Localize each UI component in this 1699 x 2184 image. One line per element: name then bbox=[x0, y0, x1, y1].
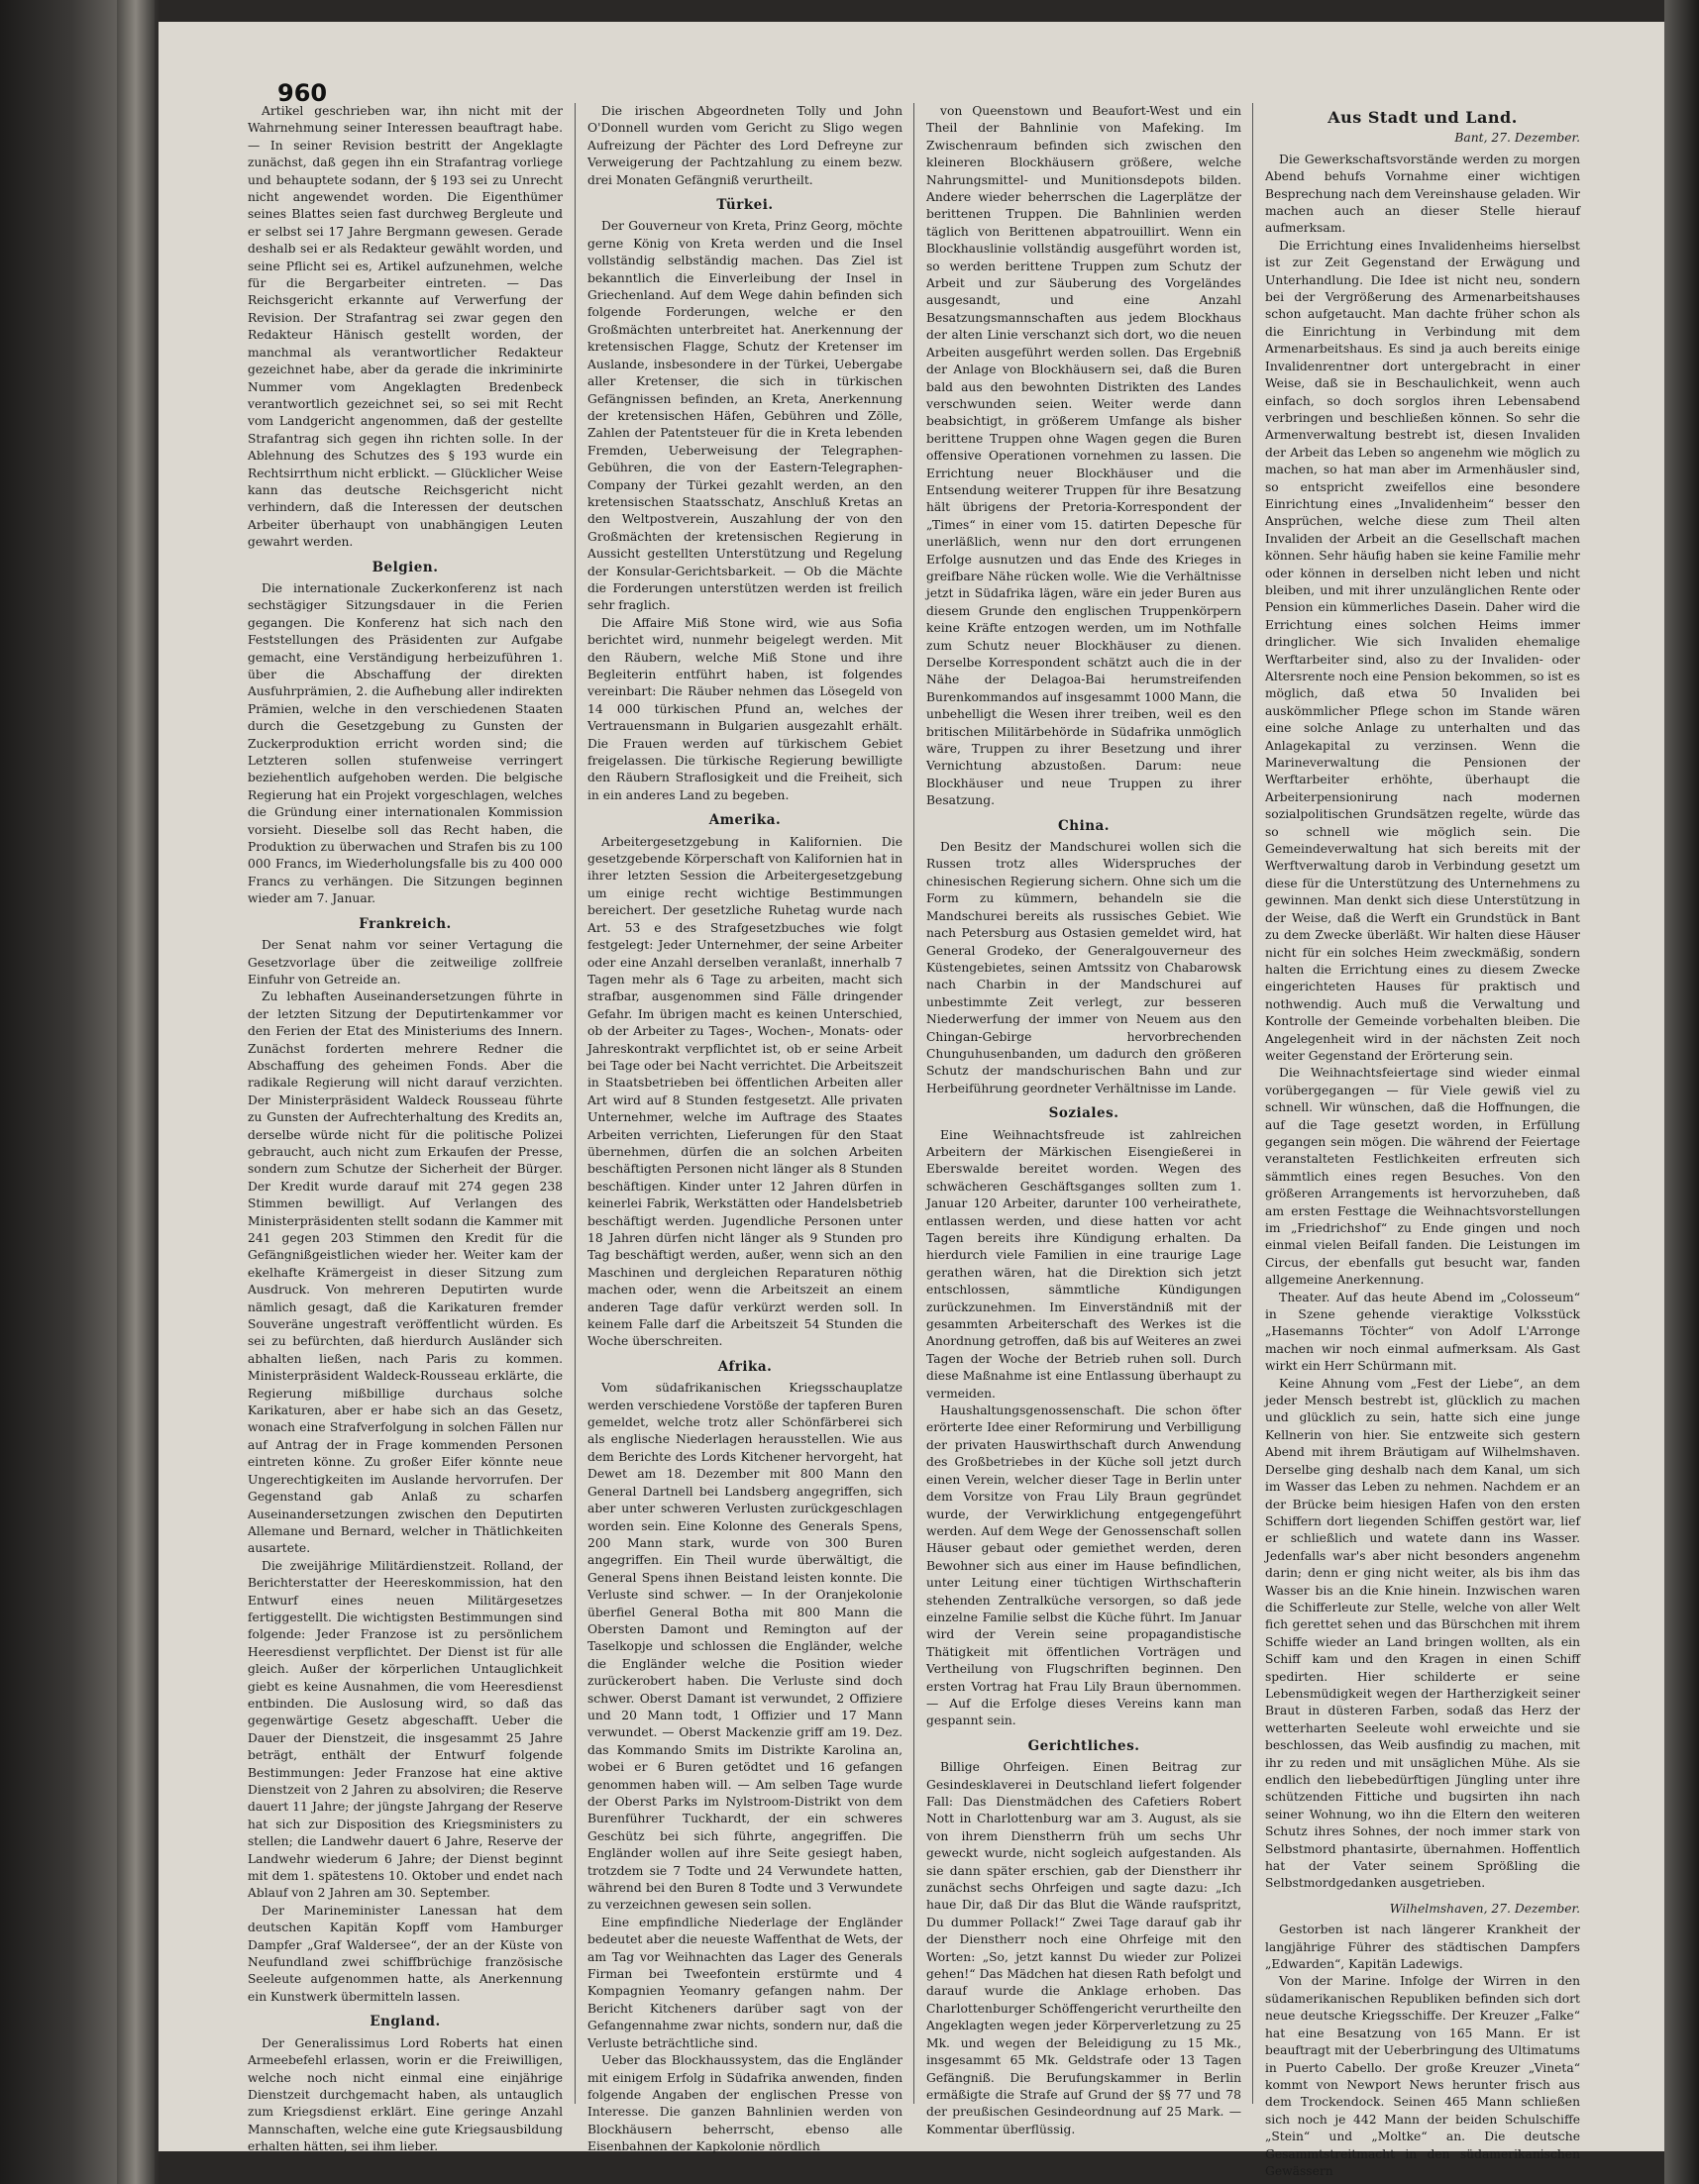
article-paragraph: Billige Ohrfeigen. Einen Beitrag zur Gesindesklaverei in Deutschland liefert folgender Fall: Das Dienstmädchen des Cafetiers Robert Nott in Charlottenburg war am 3. August, als sie von ihrem Dienstherrn früh um sechs Uhr geweckt wurde, nicht sogleich aufgestanden. Als sie dann später erschien, gab der Dienstherr ihr zunächst sechs Ohrfeigen und sagte dazu: „Ich haue Dir, daß Dir das Blut die Wände raufspritzt, Du dummer Pollack!“ Zwei Tage darauf gab ihr der Dienstherr noch eine Ohrfeige mit den Worten: „So, jetzt kannst Du wieder zur Polizei gehen!“ Das Mädchen hat diesen Rath befolgt und darauf wurde die Anklage erhoben. Das Charlottenburger Schöffengericht verurtheilte den Angeklagten wegen jeder Körperverletzung zu 25 Mk. und wegen der Beleidigung zu 15 Mk., insgesammt 65 Mk. Geldstrafe oder 13 Tagen Gefängniß. Die Berufungskammer in Berlin ermäßigte die Strafe auf Grund der §§ 77 und 78 der preußischen Gesindeordnung auf 25 Mark. — Kommentar überflüssig. bbox=[926, 1760, 1241, 2136]
column-1 bbox=[248, 103, 563, 2154]
section-heading: Belgien. bbox=[372, 559, 439, 575]
article-paragraph: Keine Ahnung vom „Fest der Liebe“, an dem jeder Mensch bestrebt ist, glücklich zu machen und glücklich zu sein, hatte sich eine junge Kellnerin von hier. Sie entzweite sich gestern Abend mit ihrem Bräutigam auf Wilhelmshaven. Derselbe ging deshalb nach dem Kanal, um sich im Wasser das Leben zu nehmen. Nachdem er an der Brücke beim hiesigen Hafen von den ersten Schiffern dort liegenden Schiffen gestört war, lief er schließlich und watete dann ins Wasser. Jedenfalls war's aber nicht besonders angenehm darin; denn er ging nicht weiter, als bis ihm das Wasser bis an die Knie hinein. Inzwischen waren die Schifferleute zur Stelle, welche von aller Welt fich gerettet sehen und das Bürschchen mit ihrem Schiffe wieder an Land bringen wollten, als ein Schiff kam und den Kragen in einen Schiff spedirten. Hier schilderte er seine Lebensmüdigkeit wegen der Hartherzigkeit seiner Braut in düsteren Farben, sodaß das Herz der wetterharten Seeleute wohl erweichte und sie beschlossen, das Weib ausfindig zu machen, mit ihr zu reden und mit unsäglichen Mühe. Als sie endlich den liebebedürftigen Jüngling unter ihre schützenden Fittiche und bugsirten ihn nach seiner Wohnung, wo ihn die Eltern den weiteren Schutz ihres Sohnes, der noch immer stark von Selbstmord phantasirte, übernahmen. Hoffentlich hat der Vater seinem Sprößling die Selbstmordgedanken ausgetrieben. bbox=[1265, 1376, 1580, 1891]
article-paragraph: Eine Weihnachtsfreude ist zahlreichen Arbeitern der Märkischen Eisengießerei in Eberswalde bereitet worden. Wegen des schwächeren Geschäftsganges sollten zum 1. Januar 120 Arbeiter, darunter 100 verheirathete, entlassen werden, und diese hatten vor acht Tagen bereits ihre Kündigung erhalten. Da hierdurch viele Familien in eine traurige Lage gerathen wären, hat die Direktion sich jetzt entschlossen, sämmtliche Kündigungen zurückzunehmen. Im Einverständniß mit der gesammten Arbeiterschaft des Werkes ist die Anordnung getroffen, daß bis auf Weiteres an zwei Tagen der Woche der Betrieb ruhen soll. Durch diese Maßnahme ist eine Entlassung überhaupt zu vermeiden. bbox=[926, 1127, 1241, 1401]
article-paragraph: Zu lebhaften Auseinandersetzungen führte in der letzten Sitzung der Deputirtenkammer vor den Ferien der Etat des Ministeriums des Innern. Zunächst forderten mehrere Redner die Abschaffung des geheimen Fonds. Aber die radikale Regierung will nicht darauf verzichten. Der Ministerpräsident Waldeck Rousseau führte zu Gunsten der Aufrechterhaltung des Kredits an, derselbe würde nicht für die politische Polizei gebraucht, auch nicht zum Erkaufen der Presse, sondern zum Schutze der Sicherheit der Bürger. Der Kredit wurde darauf mit 274 gegen 238 Stimmen bewilligt. Auf Verlangen des Ministerpräsidenten stellt sodann die Kammer mit 241 gegen 203 Stimmen den Kredit für die Gefängnißgeistlichen wieder her. Weiter kam der ekelhafte Krämergeist in dieser Sitzung zum Ausdruck. Von mehreren Deputirten wurde nämlich gesagt, daß die Karikaturen fremder Souveräne ungestraft veröffentlicht würden. Es sei zu befürchten, daß hierdurch Ausländer sich abhalten ließen, nach Paris zu kommen. Ministerpräsident Waldeck-Rousseau erklärte, die Regierung mißbillige durchaus solche Karikaturen, aber er habe sich an das Gesetz, wonach eine Strafverfolgung in solchen Fällen nur auf Antrag der in Frage kommenden Personen eintreten könne. Zu großer Eifer könnte neue Ungerechtigkeiten im Auslande hervorrufen. Der Gegenstand gab Anlaß zu scharfen Auseinandersetzungen zwischen den Deputirten Allemane und Bernard, welcher in Thätlichkeiten ausartete. bbox=[248, 989, 563, 1556]
section-heading: Aus Stadt und Land. bbox=[1327, 108, 1518, 127]
article-paragraph: Von der Marine. Infolge der Wirren in den südamerikanischen Republiken befinden sich dort neue deutsche Kriegsschiffe. Der Kreuzer „Falke“ hat eine Besatzung von 165 Mann. Er ist beauftragt mit der Ueberbringung des Ultimatums in Puerto Cabello. Der große Kreuzer „Vineta“ kommt von Newport News herunter frisch aus dem Trockendock. Seinen 465 Mann schließen sich noch je 442 Mann der beiden Schulschiffe „Stein“ und „Moltke“ an. Die deutsche Gesammtstreitmacht in den südamerikanischen Gewässern bbox=[1265, 1974, 1580, 2178]
column-4 bbox=[1265, 103, 1580, 2178]
page-number: 960 bbox=[277, 79, 328, 107]
dateline: Wilhelmshaven, 27. Dezember. bbox=[1389, 1901, 1580, 1916]
article-section bbox=[926, 818, 1241, 1098]
section-heading: Afrika. bbox=[717, 1358, 773, 1375]
article-section bbox=[926, 1105, 1241, 1730]
article-paragraph: Der Gouverneur von Kreta, Prinz Georg, möchte gerne König von Kreta werden und die Insel vollständig selbständig machen. Das Ziel ist bekanntlich die Einverleibung der Insel in Griechenland. Auf dem Wege dahin befinden sich folgende Forderungen, welche er den Großmächten unterbreitet hat. Anerkennung der kretensischen Flagge, Schutz der Kretenser im Auslande, insbesondere in der Türkei, Uebergabe aller Kretenser, die sich in türkischen Gefängnissen befinden, an Kreta, Anerkennung der kretensischen Häfen, Gebühren und Zölle, Zahlen der Patentsteuer für die in Kreta lebenden Fremden, Ueberweisung der Telegraphen-Gebühren, die von der Eastern-Telegraphen-Company der Türkei gezahlt werden, an den kretensischen Staatsschatz, Anschluß Kretas an den Weltpostverein, Auszahlung der von den Großmächten der kretensischen Regierung in Aussicht gestellten Unterstützung und Regelung der Konsular-Gerichtsbarkeit. — Ob die Mächte die Forderungen unterstützen werden ist freilich sehr fraglich. bbox=[587, 219, 903, 613]
article-section bbox=[926, 103, 1241, 810]
text-columns bbox=[248, 103, 1635, 2178]
article-paragraph: Ueber das Blockhaussystem, das die Engländer mit einigem Erfolg in Südafrika anwenden, finden folgende Angaben der englischen Presse von Interesse. Die ganzen Bahnlinien werden von Blockhäusern beherrscht, ebenso alle Eisenbahnen der Kapkolonie nördlich bbox=[587, 2053, 903, 2154]
section-heading: England. bbox=[370, 2014, 441, 2030]
article-paragraph: Der Generalissimus Lord Roberts hat einen Armeebefehl erlassen, worin er die Freiwilligen, welche noch nicht einmal eine einjährige Dienstzeit durchgemacht haben, als untauglich zum Kriegsdienst erklärt. Eine geringe Anzahl Mannschaften, welche eine gute Kriegsausbildung erhalten hätten, sei ihm lieber. bbox=[248, 2035, 563, 2154]
section-heading: China. bbox=[1058, 817, 1110, 834]
dateline: Bant, 27. Dezember. bbox=[1454, 131, 1580, 146]
article-paragraph: Den Besitz der Mandschurei wollen sich die Russen trotz alles Widerspruches der chinesischen Regierung sichern. Ohne sich um die Form zu kümmern, behandeln sie die Mandschurei bereits als russisches Gebiet. Wie nach Petersburg aus Ostasien gemeldet wird, hat General Grodeko, der Generalgouverneur des Küstengebietes, seinen Amtssitz von Chabarowsk nach Charbin in der Mandschurei auf unbestimmte Zeit verlegt, zur besseren Niederwerfung der immer von Neuem aus den Chingan-Gebirge hervorbrechenden Chunguhusenbanden, um dadurch den größeren Schutz der mandschurischen Bahn und zur Herbeiführung geordneter Verhältnisse im Lande. bbox=[926, 840, 1241, 1095]
section-heading: Amerika. bbox=[708, 812, 782, 829]
section-heading: Frankreich. bbox=[359, 915, 452, 932]
article-paragraph: Die internationale Zuckerkonferenz ist nach sechstägiger Sitzungsdauer in die Ferien gegangen. Die Konferenz hat sich nach den Feststellungen des Präsidenten zur Aufgabe gemacht, eine Verständigung herbeizuführen 1. über die Abschaffung der direkten Ausfuhrprämien, 2. die Aufhebung aller indirekten Prämien, welche in den verschiedenen Staaten durch die Gesetzgebung zu Gunsten der Zuckerproduktion erricht worden sind; die Letzteren sollen stufenweise verringert beziehentlich aufgehoben werden. Die belgische Regierung hat ein Projekt vorgeschlagen, welches die Gründung einer internationalen Kommission vorsieht. Dieselbe soll das Recht haben, die Produktion zu überwachen und Strafen bis zu 100 000 Francs, im Wiederholungsfalle bis zu 400 000 Francs zu verhängen. Die Sitzungen beginnen wieder am 7. Januar. bbox=[248, 580, 563, 906]
article-section bbox=[587, 103, 903, 189]
column-rule bbox=[1252, 103, 1253, 2104]
article-paragraph: Vom südafrikanischen Kriegsschauplatze werden verschiedene Vorstöße der tapferen Buren gemeldet, welche trotz aller Schönfärberei sich als englische Niederlagen herausstellen. Wie aus dem Berichte des Lords Kitchener hervorgeht, hat Dewet am 18. Dezember mit 800 Mann den General Dartnell bei Landsberg angegriffen, sich aber unter schweren Verlusten zurückgeschlagen worden sein. Eine Kolonne des Generals Spens, 200 Mann stark, wurde von 300 Buren angegriffen. Ein Theil wurde überwältigt, die General Spens ihnen Beistand leisten konnte. Die Verluste sind schwer. — In der Oranjekolonie überfiel General Botha mit 800 Mann die Obersten Damont und Remington auf der Taselkopje und schlossen die Engländer, welche die Engländer welche die Position wieder zurückerobert haben. Die Verluste sind doch schwer. Oberst Damant ist verwundet, 2 Offiziere und 20 Mann todt, 1 Offizier und 17 Mann verwundet. — Oberst Mackenzie griff am 19. Dez. das Kommando Smits im Distrikte Karolina an, wobei er 6 Buren getödtet und 16 gefangen genommen haben will. — Am selben Tage wurde der Oberst Parks im Nylstroom-Distrikt von dem Burenführer Tuckhardt, der ein schweres Geschütz bei sich führte, angegriffen. Die Engländer wollen auf ihre Seite gesiegt haben, trotzdem sie 7 Todte und 24 Verwundete hatten, während bei den Buren 8 Todte und 3 Verwundete zu verzeichnen gewesen sein sollen. bbox=[587, 1381, 903, 1913]
article-section bbox=[248, 103, 563, 552]
column-rule bbox=[575, 103, 576, 2104]
article-section bbox=[587, 812, 903, 1351]
article-paragraph: Artikel geschrieben war, ihn nicht mit der Wahrnehmung seiner Interessen beauftragt habe. — In seiner Revision bestritt der Angeklagte zunächst, daß gegen ihn ein Strafantrag vorliege und behauptete sodann, der § 193 sei zu Unrecht nicht angewendet worden. Die Eigenthümer seines Blattes seien fast durchweg Bergleute und er selbst sei 17 Jahre Bergmann gewesen. Gerade deshalb sei er als Redakteur gewählt worden, und seine Pflicht sei es, Artikel aufzunehmen, welche für die Bergarbeiter eintreten. — Das Reichsgericht erkannte auf Verwerfung der Revision. Der Strafantrag sei zwar gegen den Redakteur Hänisch gestellt worden, der manchmal als verantwortlicher Redakteur gezeichnet habe, aber da gerade die inkriminirte Nummer vom Angeklagten Bredenbeck verantwortlich gezeichnet sei, so sei mit Recht vom Landgericht angenommen, daß der gestellte Strafantrag sich gegen ihn richten solle. In der Ablehnung des Schutzes des § 193 wurde ein Rechtsirrthum nicht erblickt. — Glücklicher Weise kann das deutsche Reichsgericht nicht verhindern, daß die Interessen der deutschen Arbeiter überhaupt von unabhängigen Leuten gewahrt werden. bbox=[248, 104, 563, 550]
article-paragraph: Die Errichtung eines Invalidenheims hierselbst ist zur Zeit Gegenstand der Erwägung und Unterhandlung. Die Idee ist nicht neu, sondern bei der Vergrößerung des Armenarbeitshauses schon aufgetaucht. Man dachte früher schon als die Einrichtung in Verbindung mit dem Armenarbeitshaus. Es sind ja auch bereits einige Invalidenrentner dort untergebracht in einer Weise, daß sie in Beschaulichkeit, wenn auch einfach, so doch sorglos ihren Lebensabend verbringen und beschließen können. So sehr die Armenverwaltung bestrebt ist, diesen Invaliden der Arbeit das Leben so angenehm wie möglich zu machen, so hat man aber im Armenhäusler sind, so entspricht zweifellos eine besondere Einrichtung eines „Invalidenheim“ besser den Ansprüchen, welche diese zum Theil alten Invaliden der Arbeit an die Gesellschaft machen können. Sehr häufig haben sie keine Familie mehr oder können in derselben nicht leben und nicht bleiben, und mit ihrer unzulänglichen Rente oder Pension ein kümmerliches Dasein. Daher wird die Errichtung eines solchen Heims immer dringlicher. Wie sich Invaliden ehemalige Werftarbeiter sind, also zu der Invaliden- oder Altersrente noch eine Pension bekommen, so ist es möglich, daß etwa 50 Invaliden bei auskömmlicher Pflege schon im Stande wären eine solche Anlage zu unterhalten und das Anlagekapital zu verzinsen. Wenn die Marineverwaltung die Pensionen der Werftarbeiter erhöhte, überhaupt die Arbeiterpensionirung nach modernen sozialpolitischen Grundsätzen regelte, würde das so schnell wie möglich sein. Die Gemeindeverwaltung hat sich bereits mit der Werftverwaltung darob in Verbindung gesetzt um diese für die Unterstützung des Unternehmens zu gewinnen. Man denkt sich diese Unterstützung in der Weise, daß die Werft ein Grundstück in Bant zu dem Zwecke überläßt. Wir halten diese Häuser nicht für ein solches Heim zweckmäßig, sondern halten die Errichtung eines zu diesem Zwecke eingerichteten Hauses für praktisch und nothwendig. Auch muß die Verwaltung und Kontrolle der Gemeinde vorbehalten bleiben. Die Angelegenheit wird in der nächsten Zeit noch weiter Gegenstand der Erörterung sein. bbox=[1265, 238, 1580, 1063]
article-paragraph: Die Weihnachtsfeiertage sind wieder einmal vorübergegangen — für Viele gewiß viel zu schnell. Wir wünschen, daß die Hoffnungen, die auf die Tage gesetzt worden, in Erfüllung gegangen sein mögen. Die während der Feiertage veranstalteten Festlichkeiten erfreuten sich sämmtlich eines regen Besuches. Von den größeren Arrangements ist hervorzuheben, daß am ersten Festtage die Weihnachtsvorstellungen im „Friedrichshof“ zu Ende gingen und noch einmal vielen Beifall fanden. Die Leistungen im Circus, der ebenfalls gut besucht war, fanden allgemeine Anerkennung. bbox=[1265, 1066, 1580, 1288]
section-heading: Türkei. bbox=[716, 197, 774, 214]
article-paragraph: Arbeitergesetzgebung in Kalifornien. Die gesetzgebende Körperschaft von Kalifornien hat in ihrer letzten Session die Arbeitergesetzgebung um einige recht wichtige Bestimmungen bereichert. Der gesetzliche Ruhetag wurde nach Art. 53 e des Strafgesetzbuches wie folgt festgelegt: Jeder Unternehmer, der seine Arbeiter oder eine Anzahl derselben veranlaßt, innerhalb 7 Tagen mehr als 6 Tage zu arbeiten, macht sich strafbar, ausgenommen sind Fälle dringender Gefahr. Im übrigen macht es keinen Unterschied, ob der Arbeiter zu Tages-, Wochen-, Monats- oder Jahreskontrakt verpflichtet ist, ob er seine Arbeit bei Tage oder bei Nacht verrichtet. Die Arbeitszeit in Staatsbetrieben bei öffentlichen Arbeiten aller Art wird auf 8 Stunden festgesetzt. Alle privaten Unternehmer, welche im Auftrage des Staates Arbeiten verrichten, Lieferungen für den Staat übernehmen, dürfen die an solchen Arbeiten beschäftigten Personen nicht länger als 8 Stunden beschäftigen. Kinder unter 12 Jahren dürfen in keinerlei Fabrik, Werkstätten oder Handelsbetrieb beschäftigt werden. Jugendliche Personen unter 18 Jahren dürfen nicht länger als 9 Stunden pro Tag beschäftigt werden, außer, wenn sich an den Maschinen und dergleichen Reparaturen nöthig machen oder, wenn die Arbeitszeit an einem anderen Tage dafür verkürzt werden soll. In keinem Falle darf die Arbeitszeit 54 Stunden die Woche überschreiten. bbox=[587, 834, 903, 1349]
section-heading: Gerichtliches. bbox=[1027, 1737, 1140, 1754]
article-paragraph: Die Affaire Miß Stone wird, wie aus Sofia berichtet wird, nunmehr beigelegt werden. Mit den Räubern, welche Miß Stone und ihre Begleiterin entführt haben, ist folgendes vereinbart: Die Räuber nehmen das Lösegeld von 14 000 türkischen Pfund an, welches der Vertrauensmann in Bulgarien ausgezahlt erhält. Die Frauen werden auf türkischem Gebiet freigelassen. Die türkische Regierung bewilligte den Räubern Straflosigkeit und die Freiheit, sich in ein anderes Land zu begeben. bbox=[587, 615, 903, 802]
article-paragraph: Eine empfindliche Niederlage der Engländer bedeutet aber die neueste Waffenthat de Wets, der am Tag vor Weihnachten das Lager des Generals Firman bei Tweefontein erstürmte und 4 Kompagnien Yeomanry gefangen nahm. Der Bericht Kitcheners darüber sagt von der Gefangennahme zwar nichts, sondern nur, daß die Verluste beträchtliche sind. bbox=[587, 1915, 903, 2050]
article-section bbox=[587, 1359, 903, 2156]
article-paragraph: Die irischen Abgeordneten Tolly und John O'Donnell wurden vom Gericht zu Sligo wegen Aufreizung der Pächter des Lord Defreyne zur Verweigerung der Pachtzahlung zu einem bezw. drei Monaten Gefängniß verurtheilt. bbox=[587, 104, 903, 187]
article-paragraph: Theater. Auf das heute Abend im „Colosseum“ in Szene gehende vieraktige Volksstück „Hasemanns Töchter“ von Adolf L'Arronge machen wir noch einmal aufmerksam. Als Gast wirkt ein Herr Schürmann mit. bbox=[1265, 1290, 1580, 1374]
column-3 bbox=[926, 103, 1241, 2136]
article-paragraph: Der Senat nahm vor seiner Vertagung die Gesetzvorlage über die zeitweilige zollfreie Einfuhr von Getreide an. bbox=[248, 938, 563, 987]
column-rule bbox=[913, 103, 914, 2104]
article-paragraph: Haushaltungsgenossenschaft. Die schon öfter erörterte Idee einer Reformirung und Verbilligung der privaten Hauswirthschaft durch Anwendung des Großbetriebes in der Küche soll jetzt durch einen Verein, welcher dieser Tage in Berlin unter dem Vorsitze von Frau Lily Braun gegründet wurde, der Verwirklichung entgegengeführt werden. Auf dem Wege der Genossenschaft sollen Häuser gebaut oder gemiethet werden, deren Bewohner sich aus einer im Hause befindlichen, unter Leitung einer tüchtigen Wirthschafterin stehenden Zentralküche versorgen, so daß jede einzelne Familie selbst die Küche führt. Im Januar wird der Verein seine propagandistische Thätigkeit mit öffentlichen Vorträgen und Vertheilung von Flugschriften beginnen. Den ersten Vortrag hat Frau Lily Braun übernommen. — Auf die Erfolge dieses Vereins kann man gespannt sein. bbox=[926, 1404, 1241, 1728]
article-paragraph: Die zweijährige Militärdienstzeit. Rolland, der Berichterstatter der Heereskommission, hat den Entwurf eines neuen Militärgesetzes fertiggestellt. Die wichtigsten Bestimmungen sind folgende: Jeder Franzose ist zu persönlichem Heeresdienst verpflichtet. Der Dienst ist für alle gleich. Außer der körperlichen Untauglichkeit giebt es keine Ausnahmen, die vom Heeresdienst entbinden. Die Auslosung wird, so daß das gegenwärtige Gesetz abgeschafft. Ueber die Dauer der Dienstzeit, die insgesammt 25 Jahre beträgt, enthält der Entwurf folgende Bestimmungen: Jeder Franzose hat eine aktive Dienstzeit von 2 Jahren zu absolviren; die Reserve dauert 11 Jahre; der jüngste Jahrgang der Reserve hat sich zur Disposition des Kriegsministers zu stellen; die Landwehr dauert 6 Jahre, Reserve der Landwehr wiederum 6 Jahre; der Dienst beginnt mit dem 1. spätestens 10. Oktober und endet nach Ablauf von 2 Jahren am 30. September. bbox=[248, 1558, 563, 1901]
article-section bbox=[248, 2014, 563, 2155]
article-paragraph: Gestorben ist nach längerer Krankheit der langjährige Führer des städtischen Dampfers „Edwarden“, Kapitän Ladewigs. bbox=[1265, 1923, 1580, 1972]
article-section bbox=[1265, 109, 1580, 1893]
article-paragraph: Die Gewerkschaftsvorstände werden zu morgen Abend behufs Vornahme einer wichtigen Besprechung nach dem Vereinshause geladen. Wir machen auch an dieser Stelle hierauf aufmerksam. bbox=[1265, 152, 1580, 236]
column-2 bbox=[587, 103, 903, 2154]
section-heading: Soziales. bbox=[1048, 1105, 1119, 1122]
article-paragraph: von Queenstown und Beaufort-West und ein Theil der Bahnlinie von Mafeking. Im Zwischenraum befinden sich zwischen den kleineren Blockhäusern größere, welche Nahrungsmittel- und Munitionsdepots bilden. Andere wieder beherrschen die Lagerplätze der berittenen Truppen. Die Bahnlinien werden täglich von Berittenen abpatrouillirt. Wenn ein Blockhauslinie vollständig ausgeführt worden ist, so werden berittene Truppen zum Schutz der Arbeit und zur Säuberung des Vorgeländes ausgesandt, und eine Anzahl Besatzungsmannschaften aus jedem Blockhaus der alten Linie verschanzt sich dort, wo die neuen Arbeiten ausgeführt werden sollen. Das Ergebniß der Anlage von Blockhäusern sei, daß die Buren bald aus den bewohnten Distrikten des Landes verschwunden seien. Weiter werde dann beabsichtigt, in größerem Umfange als bisher berittene Truppen ohne Wagen gegen die Buren offensive Operationen vornehmen zu lassen. Die Errichtung neuer Blockhäuser und die Entsendung weiterer Truppen für ihre Besatzung hält übrigens der Pretoria-Korrespondent der „Times“ in einer vom 15. datirten Depesche für unerläßlich, wenn nur den dort errungenen Erfolge ausnutzen und das Ende des Krieges in greifbare Nähe rücken wolle. Wie die Verhältnisse jetzt in Südafrika lägen, wäre ein jeder Buren aus diesem Grunde den englischen Truppenkörpern keine Kräfte entzogen werden, um im Nothfalle zum Schutz neuer Blockhäuser zu dienen. Derselbe Korrespondent schätzt auch die in der Nähe der Delagoa-Bai herumstreifenden Burenkommandos auf insgesammt 1000 Mann, die unbehelligt die Wesen ihrer treiben, weil es den britischen Militärbehörde in Südafrika unmöglich wäre, Truppen zu ihrer Besetzung und ihrer Vernichtung abzustoßen. Darum: neue Blockhäuser und neue Truppen zu ihrer Besatzung. bbox=[926, 104, 1241, 808]
article-section bbox=[1265, 1901, 1580, 2181]
article-section bbox=[248, 916, 563, 2007]
right-page-edge bbox=[1664, 0, 1699, 2184]
book-spine-edge bbox=[117, 0, 155, 2184]
article-section bbox=[248, 560, 563, 908]
article-section bbox=[587, 197, 903, 804]
newspaper-page bbox=[159, 22, 1664, 2178]
article-paragraph: Der Marineminister Lanessan hat dem deutschen Kapitän Kopff vom Hamburger Dampfer „Graf Waldersee“, der an der Küste von Neufundland zwei schiffbrüchige französische Seeleute aufgenommen hatte, als Anerkennung ein Kunstwerk übermitteln lassen. bbox=[248, 1903, 563, 2004]
article-section bbox=[926, 1738, 1241, 2138]
